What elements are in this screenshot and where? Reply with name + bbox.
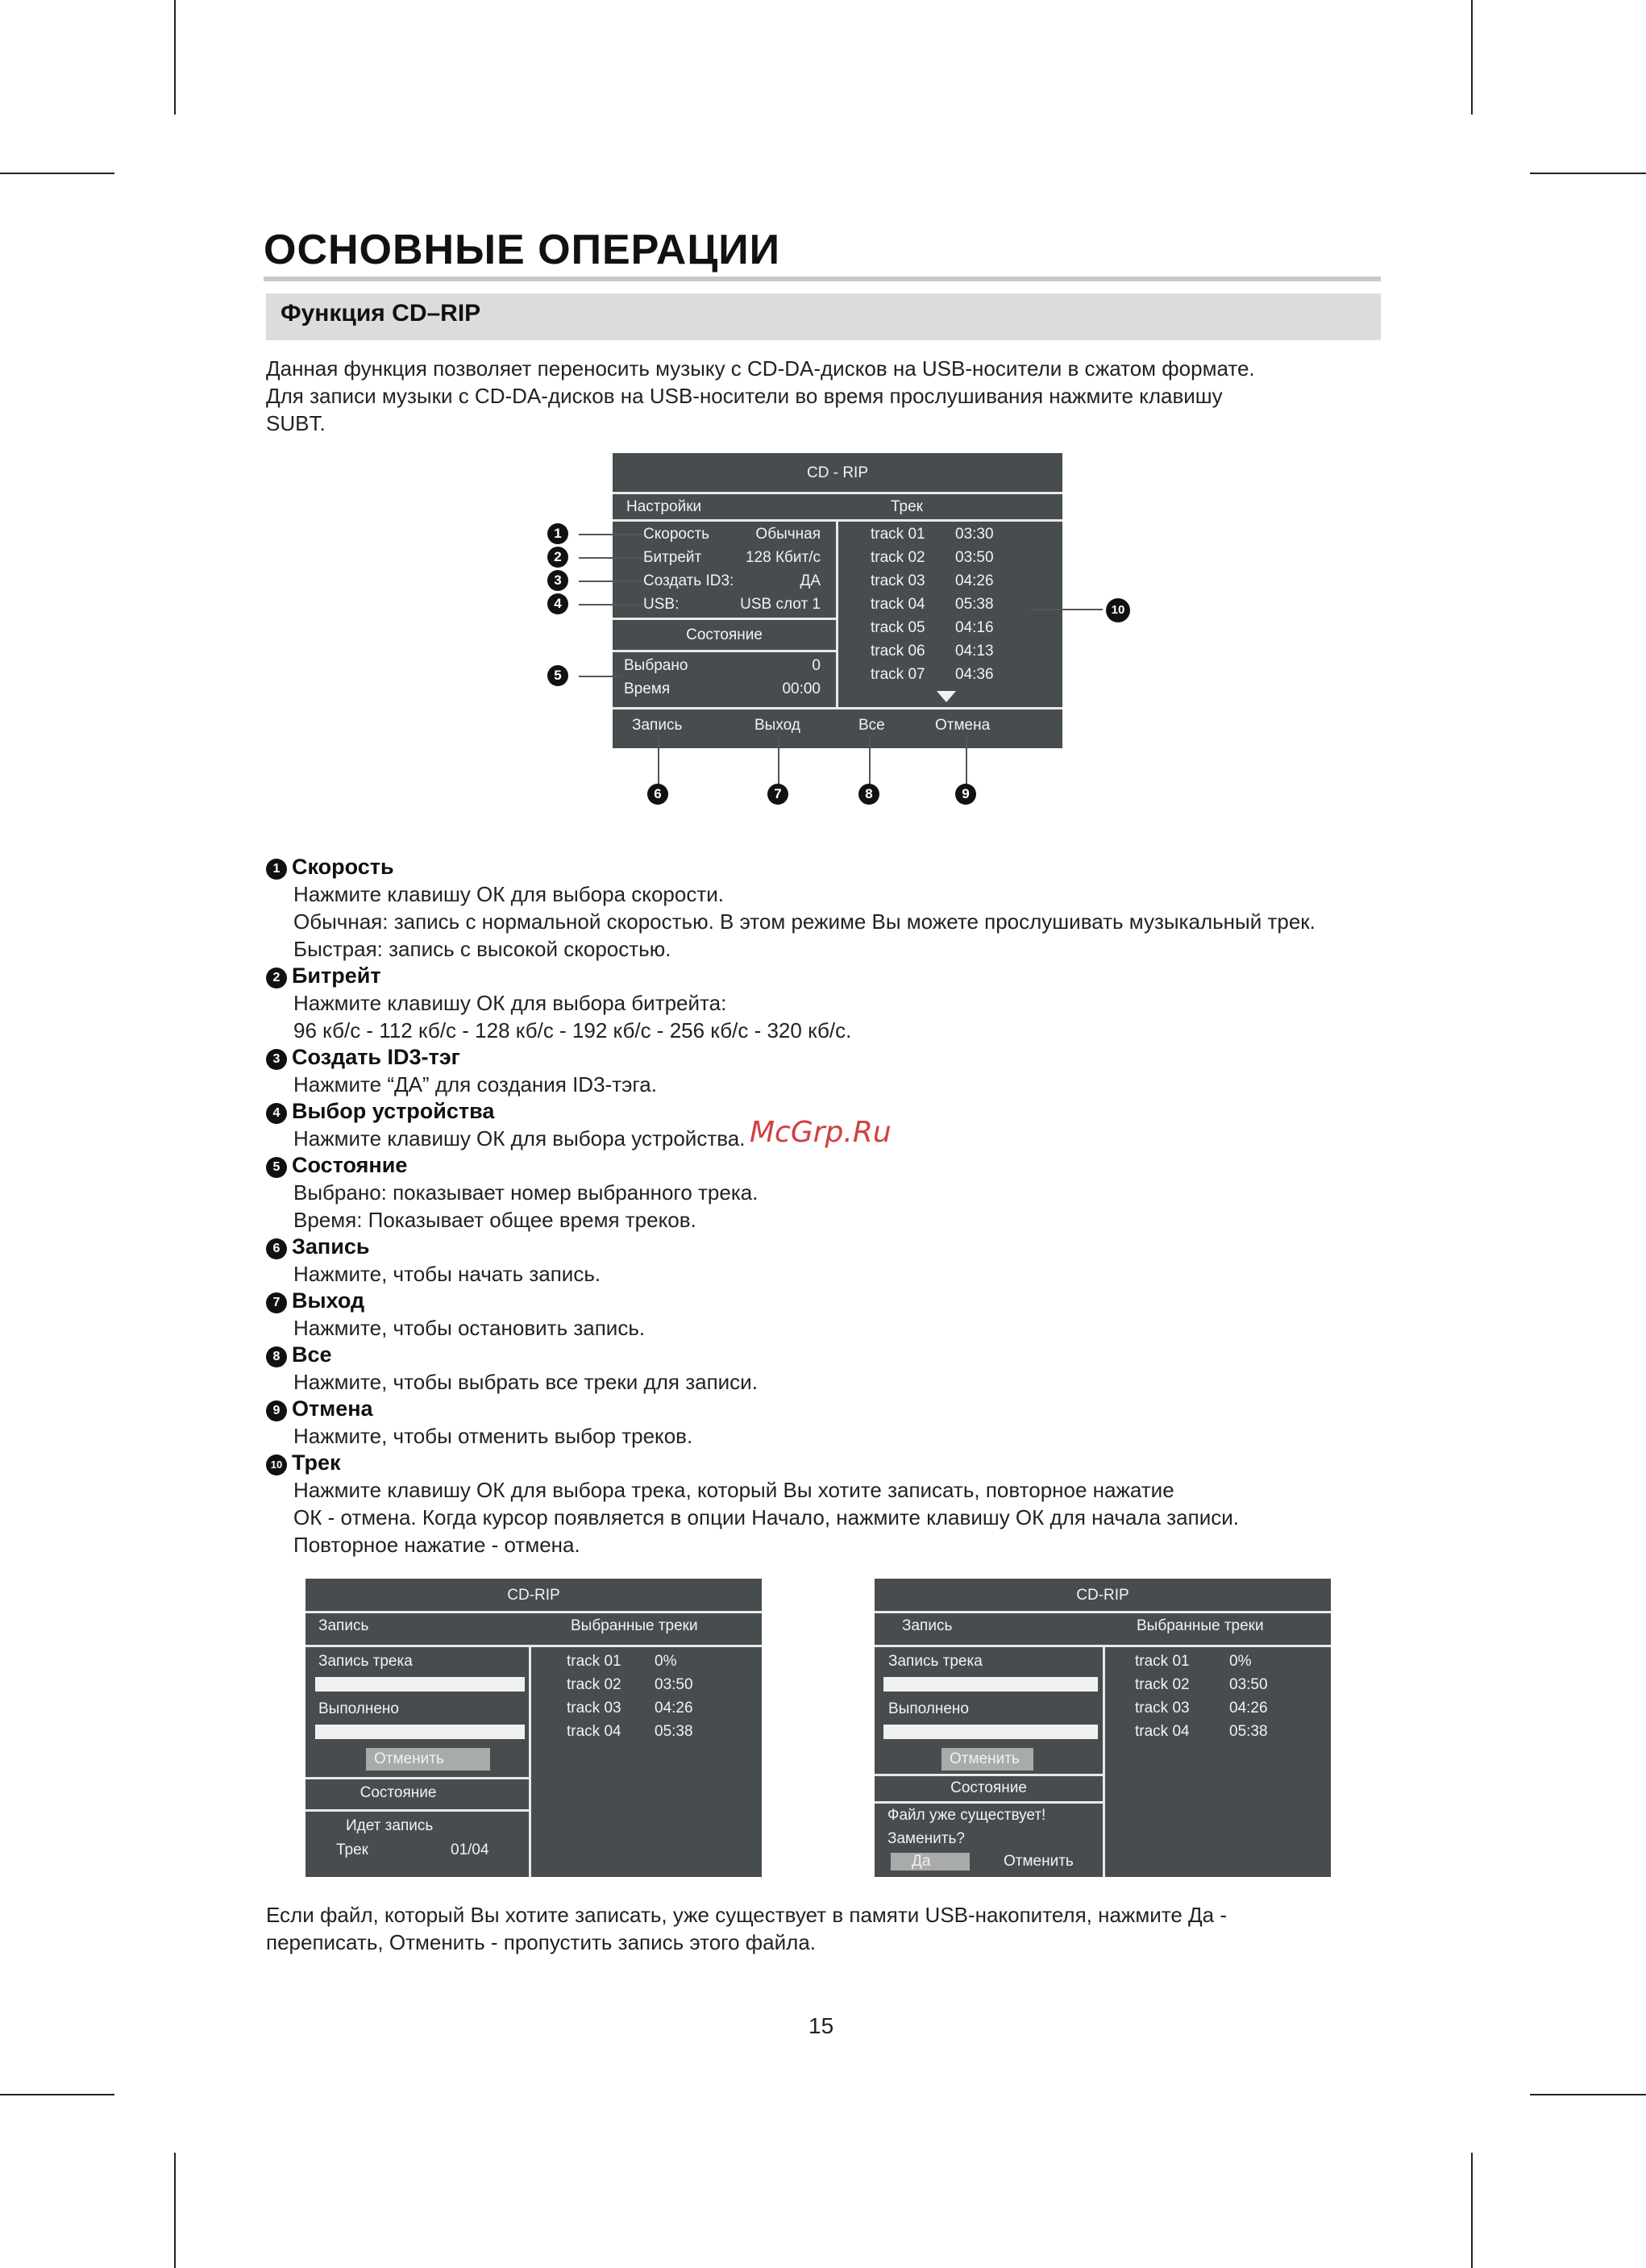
crop-mark xyxy=(174,0,176,114)
track-time: 05:38 xyxy=(955,596,994,613)
desc-line: Время: Показывает общее время треков. xyxy=(293,1208,696,1232)
callout-marker: 7 xyxy=(767,784,788,805)
intro-line: Для записи музыки с CD-DA-дисков на USB-носители во время прослушивания нажмите клавишу xyxy=(266,384,1223,408)
desc-title: Битрейт xyxy=(292,963,381,988)
track-name[interactable]: track 02 xyxy=(871,549,925,566)
track-time: 0% xyxy=(655,1653,677,1670)
desc-heading xyxy=(266,1045,460,1070)
track-time: 04:26 xyxy=(1229,1700,1268,1717)
divider xyxy=(1103,1645,1105,1877)
intro-line: Данная функция позволяет переносить музыку с CD-DA-дисков на USB-носители в сжатом формате. xyxy=(266,356,1255,381)
callout-marker: 3 xyxy=(547,570,568,591)
page-number: 15 xyxy=(808,2013,834,2038)
done-progress-bar xyxy=(315,1725,525,1739)
desc-line: Нажмите, чтобы выбрать все треки для записи. xyxy=(293,1370,758,1394)
track-name[interactable]: track 01 xyxy=(871,526,925,543)
yes-label: Да xyxy=(912,1853,931,1870)
file-exists-message: Файл уже существует! xyxy=(887,1807,1046,1824)
crop-mark xyxy=(1530,2094,1646,2095)
track-time: 03:50 xyxy=(655,1676,693,1693)
desc-line: Нажмите, чтобы отменить выбор треков. xyxy=(293,1424,693,1448)
record-track-label: Запись трека xyxy=(318,1653,413,1670)
desc-heading xyxy=(266,1288,364,1313)
divider xyxy=(613,618,836,620)
crop-mark xyxy=(1471,0,1473,114)
track-name: track 01 xyxy=(567,1653,621,1670)
desc-line: Нажмите клавишу ОК для выбора устройства. xyxy=(293,1126,746,1151)
track-time: 03:50 xyxy=(1229,1676,1268,1693)
desc-line: Быстрая: запись с высокой скоростью. xyxy=(293,937,671,961)
screen-title: CD-RIP xyxy=(1076,1587,1129,1604)
status-header: Состояние xyxy=(686,626,763,643)
track-time: 03:50 xyxy=(955,549,994,566)
callout-line xyxy=(579,676,622,677)
setting-value: 128 Кбит/с xyxy=(745,549,821,566)
track-time: 04:13 xyxy=(955,643,994,660)
callout-marker: 6 xyxy=(647,784,668,805)
desc-line: Обычная: запись с нормальной скоростью. В этом режиме Вы можете прослушивать музыкальный трек. xyxy=(293,909,1316,934)
track-name: track 03 xyxy=(567,1700,621,1717)
desc-heading xyxy=(266,1450,341,1475)
track-name: track 04 xyxy=(567,1723,621,1740)
record-screen-file-exists xyxy=(875,1579,1331,1877)
desc-number: 2 xyxy=(266,968,287,988)
footer-line: переписать, Отменить - пропустить запись этого файла. xyxy=(266,1930,817,1954)
done-label: Выполнено xyxy=(888,1700,969,1717)
selected-tracks-header: Выбранные треки xyxy=(1137,1617,1264,1634)
callout-marker: 9 xyxy=(955,784,976,805)
scroll-down-icon[interactable] xyxy=(937,691,956,704)
section-title: Функция CD–RIP xyxy=(281,300,481,327)
track-time: 0% xyxy=(1229,1653,1252,1670)
divider xyxy=(306,1777,529,1779)
desc-number: 6 xyxy=(266,1238,287,1259)
track-header: Трек xyxy=(891,498,923,515)
divider xyxy=(875,1801,1103,1804)
callout-line xyxy=(869,735,871,784)
callout-line xyxy=(579,604,643,605)
callout-marker: 4 xyxy=(547,593,568,614)
setting-label[interactable]: Создать ID3: xyxy=(643,572,734,589)
status-header: Состояние xyxy=(360,1784,437,1801)
track-name[interactable]: track 06 xyxy=(871,643,925,660)
divider xyxy=(529,1645,531,1877)
setting-value: Обычная xyxy=(755,526,821,543)
footer-line: Если файл, который Вы хотите записать, уже существует в памяти USB-накопителя, нажмите Да - xyxy=(266,1903,1227,1927)
track-name[interactable]: track 03 xyxy=(871,572,925,589)
track-time: 04:26 xyxy=(955,572,994,589)
setting-value: ДА xyxy=(800,572,821,589)
divider xyxy=(306,1809,529,1812)
settings-header: Настройки xyxy=(626,498,702,515)
crop-mark xyxy=(1471,2153,1473,2268)
divider xyxy=(613,707,1062,710)
crop-mark xyxy=(1530,173,1646,174)
desc-number: 8 xyxy=(266,1346,287,1367)
track-name[interactable]: track 05 xyxy=(871,619,925,636)
track-counter-value: 01/04 xyxy=(451,1841,489,1858)
crop-mark xyxy=(0,173,114,174)
desc-number: 10 xyxy=(266,1454,287,1475)
callout-marker: 8 xyxy=(858,784,879,805)
crop-mark xyxy=(174,2153,176,2268)
desc-number: 9 xyxy=(266,1400,287,1421)
track-name[interactable]: track 07 xyxy=(871,666,925,683)
track-name[interactable]: track 04 xyxy=(871,596,925,613)
callout-line xyxy=(579,557,643,559)
screen-title: CD-RIP xyxy=(507,1587,560,1604)
divider xyxy=(875,1774,1103,1776)
menu-title: CD - RIP xyxy=(807,464,868,481)
desc-heading xyxy=(266,1396,373,1421)
callout-line xyxy=(966,735,967,784)
cancel-record-label: Отменить xyxy=(950,1750,1020,1767)
record-header: Запись xyxy=(318,1617,369,1634)
desc-title: Скорость xyxy=(292,855,394,879)
desc-number: 7 xyxy=(266,1292,287,1313)
cancel-record-button[interactable] xyxy=(941,1748,1033,1771)
desc-line: 96 кб/с - 112 кб/с - 128 кб/с - 192 кб/с - 256 кб/с - 320 кб/с. xyxy=(293,1018,852,1042)
track-time: 04:36 xyxy=(955,666,994,683)
track-name: track 03 xyxy=(1135,1700,1190,1717)
divider xyxy=(613,650,836,652)
desc-line: Нажмите клавишу ОК для выбора трека, который Вы хотите записать, повторное нажатие xyxy=(293,1478,1174,1502)
callout-line xyxy=(579,534,643,535)
track-name: track 01 xyxy=(1135,1653,1190,1670)
setting-label[interactable]: Скорость xyxy=(643,526,710,543)
all-button[interactable]: Все xyxy=(858,717,885,734)
divider xyxy=(306,1645,762,1647)
intro-line: SUBT. xyxy=(266,411,326,435)
track-name: track 02 xyxy=(567,1676,621,1693)
record-header: Запись xyxy=(902,1617,953,1634)
status-label: Время xyxy=(624,680,671,697)
desc-heading xyxy=(266,1234,369,1259)
replace-question: Заменить? xyxy=(887,1830,965,1847)
desc-number: 4 xyxy=(266,1103,287,1124)
desc-line: Нажмите, чтобы начать запись. xyxy=(293,1262,601,1286)
status-header: Состояние xyxy=(950,1779,1027,1796)
desc-heading xyxy=(266,963,381,988)
selected-tracks-header: Выбранные треки xyxy=(571,1617,698,1634)
setting-value: USB слот 1 xyxy=(740,596,821,613)
desc-title: Все xyxy=(292,1342,332,1367)
desc-heading xyxy=(266,1153,407,1178)
callout-line xyxy=(1030,609,1103,610)
track-time: 03:30 xyxy=(955,526,994,543)
recording-status: Идет запись xyxy=(346,1817,434,1834)
desc-heading xyxy=(266,1342,332,1367)
track-name: track 02 xyxy=(1135,1676,1190,1693)
divider xyxy=(306,1611,762,1613)
callout-marker: 10 xyxy=(1106,598,1130,622)
status-label: Выбрано xyxy=(624,657,688,674)
track-name: track 04 xyxy=(1135,1723,1190,1740)
desc-line: Нажмите клавишу ОК для выбора скорости. xyxy=(293,882,724,906)
setting-label[interactable]: Битрейт xyxy=(643,549,702,566)
status-value: 0 xyxy=(812,657,821,674)
page-title: ОСНОВНЫЕ ОПЕРАЦИИ xyxy=(264,227,781,273)
cancel-record-label: Отменить xyxy=(374,1750,444,1767)
desc-line: Нажмите клавишу ОК для выбора битрейта: xyxy=(293,991,727,1015)
desc-heading xyxy=(266,855,394,880)
callout-marker: 5 xyxy=(547,665,568,686)
desc-heading xyxy=(266,1099,494,1124)
track-time: 05:38 xyxy=(655,1723,693,1740)
callout-marker: 2 xyxy=(547,547,568,568)
watermark: McGrp.Ru xyxy=(750,1116,892,1149)
desc-title: Отмена xyxy=(292,1396,373,1421)
track-time: 04:16 xyxy=(955,619,994,636)
desc-title: Трек xyxy=(292,1450,341,1475)
no-button[interactable]: Отменить xyxy=(1004,1853,1074,1870)
desc-line: ОК - отмена. Когда курсор появляется в опции Начало, нажмите клавишу ОК для начала записи. xyxy=(293,1505,1239,1529)
divider xyxy=(836,519,838,708)
desc-line: Выбрано: показывает номер выбранного трека. xyxy=(293,1180,759,1205)
callout-line xyxy=(778,735,779,784)
desc-title: Запись xyxy=(292,1234,370,1259)
callout-marker: 1 xyxy=(547,523,568,544)
desc-number: 5 xyxy=(266,1157,287,1178)
cancel-button[interactable]: Отмена xyxy=(935,717,991,734)
desc-number: 3 xyxy=(266,1049,287,1070)
desc-title: Состояние xyxy=(292,1153,408,1177)
cd-rip-menu xyxy=(613,453,1062,748)
desc-line: Повторное нажатие - отмена. xyxy=(293,1533,580,1557)
record-track-label: Запись трека xyxy=(888,1653,983,1670)
divider xyxy=(613,492,1062,494)
desc-line: Нажмите, чтобы остановить запись. xyxy=(293,1316,646,1340)
done-progress-bar xyxy=(883,1725,1098,1739)
desc-line: Нажмите “ДА” для создания ID3-тэга. xyxy=(293,1072,657,1097)
crop-mark xyxy=(0,2094,114,2095)
record-progress-bar xyxy=(883,1677,1098,1692)
desc-title: Выход xyxy=(292,1288,365,1313)
callout-line xyxy=(579,581,643,582)
track-time: 04:26 xyxy=(655,1700,693,1717)
record-screen-progress xyxy=(306,1579,762,1877)
record-button[interactable]: Запись xyxy=(632,717,683,734)
desc-title: Выбор устройства xyxy=(292,1099,495,1123)
track-time: 05:38 xyxy=(1229,1723,1268,1740)
status-value: 00:00 xyxy=(782,680,821,697)
done-label: Выполнено xyxy=(318,1700,399,1717)
desc-title: Создать ID3-тэг xyxy=(292,1045,460,1069)
cancel-record-button[interactable] xyxy=(366,1748,490,1771)
setting-label[interactable]: USB: xyxy=(643,596,680,613)
record-progress-bar xyxy=(315,1677,525,1692)
divider xyxy=(875,1611,1331,1613)
desc-number: 1 xyxy=(266,859,287,880)
yes-button[interactable] xyxy=(891,1853,970,1871)
exit-button[interactable]: Выход xyxy=(754,717,800,734)
track-counter-label: Трек xyxy=(336,1841,368,1858)
callout-line xyxy=(658,735,659,784)
title-rule xyxy=(264,277,1381,281)
